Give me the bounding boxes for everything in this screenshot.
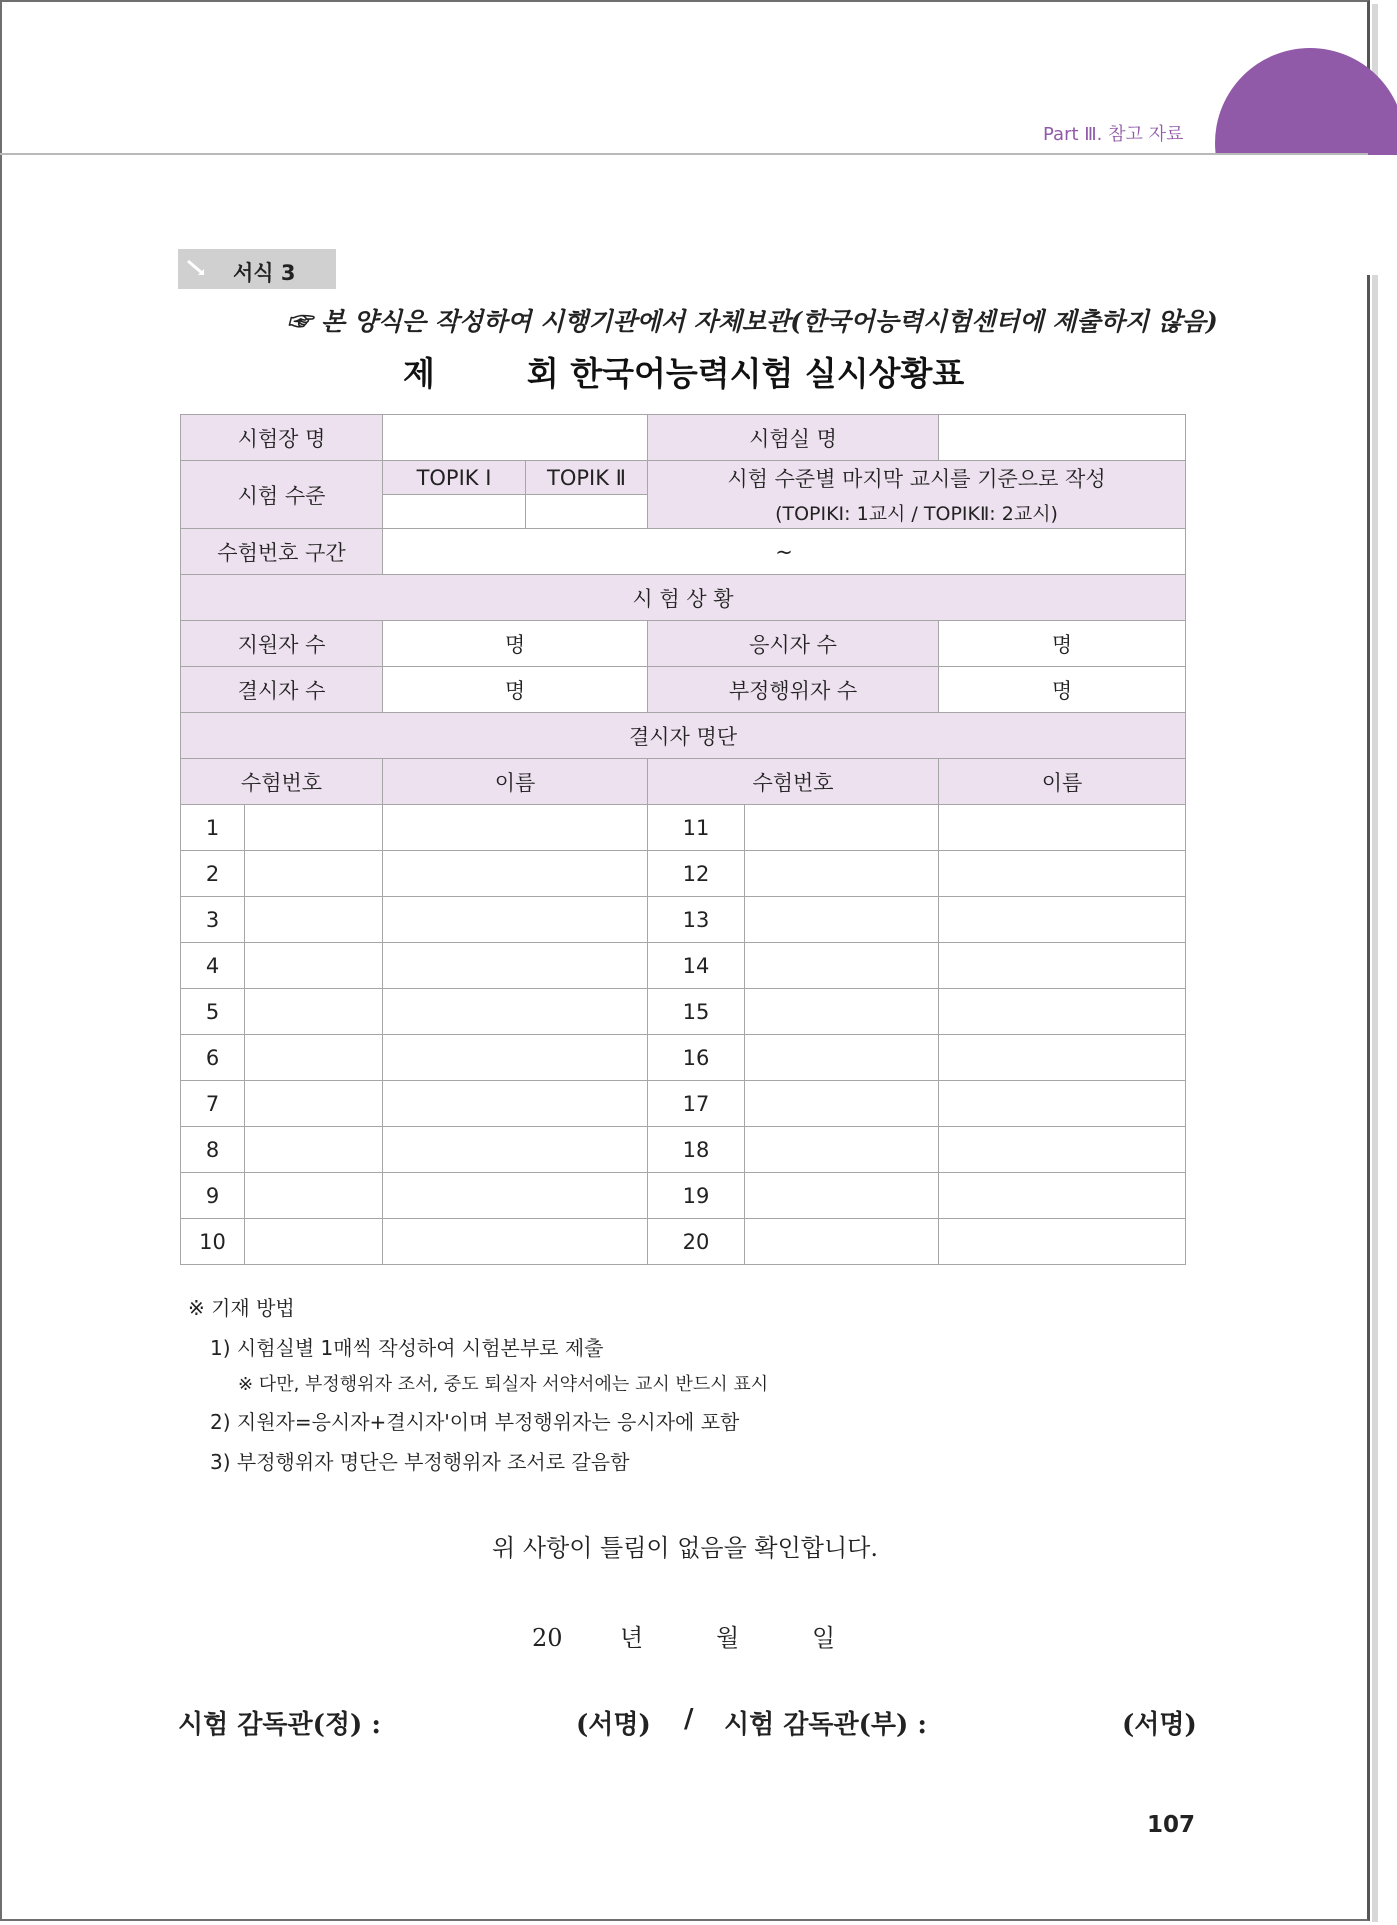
row-number-field-right[interactable] — [745, 851, 939, 897]
topik2-label: TOPIK Ⅱ — [526, 461, 648, 495]
row-number-field-left[interactable] — [245, 805, 383, 851]
table-row — [181, 1173, 1186, 1219]
row-number-right: 17 — [648, 1081, 745, 1127]
table-row — [181, 1219, 1186, 1265]
topik1-field[interactable] — [383, 495, 526, 529]
row-number-right: 20 — [648, 1219, 745, 1265]
row-number-right: 14 — [648, 943, 745, 989]
topik1-label: TOPIK Ⅰ — [383, 461, 526, 495]
note-item-1-sub: ※ 다만, 부정행위자 조서, 중도 퇴실자 서약서에는 교시 반드시 표시 — [238, 1374, 769, 1395]
corner-arrow-icon — [186, 257, 208, 279]
row-number-right: 16 — [648, 1035, 745, 1081]
row-number-field-right[interactable] — [745, 989, 939, 1035]
row-name-field-right[interactable] — [939, 1127, 1186, 1173]
table-row — [181, 805, 1186, 851]
note-item-1: 1) 시험실별 1매씩 작성하여 시험본부로 제출 — [210, 1336, 604, 1360]
row-number-field-left[interactable] — [245, 851, 383, 897]
cheaters-label: 부정행위자 수 — [648, 667, 939, 713]
row-name-field-right[interactable] — [939, 1035, 1186, 1081]
row-number-field-left[interactable] — [245, 1127, 383, 1173]
cheaters-field[interactable]: 명 — [939, 667, 1186, 713]
row-number-field-right[interactable] — [745, 1173, 939, 1219]
table-row — [181, 989, 1186, 1035]
row-number-left: 2 — [181, 851, 245, 897]
row-number-right: 12 — [648, 851, 745, 897]
absentees-label: 결시자 수 — [181, 667, 383, 713]
chief-supervisor-sign[interactable]: (서명) — [576, 1710, 651, 1740]
row-name-field-right[interactable] — [939, 1219, 1186, 1265]
row-number-field-left[interactable] — [245, 943, 383, 989]
row-number-left: 4 — [181, 943, 245, 989]
level-label: 시험 수준 — [181, 461, 383, 529]
row-number-field-right[interactable] — [745, 1219, 939, 1265]
row-number-left: 9 — [181, 1173, 245, 1219]
signature-separator: / — [684, 1704, 694, 1734]
date-day-unit: 일 — [812, 1624, 836, 1652]
row-number-field-left[interactable] — [245, 897, 383, 943]
row-number-field-right[interactable] — [745, 1035, 939, 1081]
row-number-field-right[interactable] — [745, 897, 939, 943]
row-name-field-right[interactable] — [939, 1173, 1186, 1219]
header-rule — [0, 153, 1368, 155]
row-number-field-left[interactable] — [245, 1081, 383, 1127]
applicants-label: 지원자 수 — [181, 621, 383, 667]
room-label: 시험실 명 — [648, 415, 939, 461]
col-number-left: 수험번호 — [181, 759, 383, 805]
form-tag-label: 서식 3 — [233, 261, 296, 285]
confirm-text: 위 사항이 틀림이 없음을 확인합니다. — [492, 1534, 878, 1562]
row-name-field-left[interactable] — [383, 1219, 648, 1265]
notice-text: ☞ 본 양식은 작성하여 시행기관에서 자체보관(한국어능력시험센터에 제출하지 않음) — [287, 307, 1218, 336]
table-row — [181, 851, 1186, 897]
venue-label: 시험장 명 — [181, 415, 383, 461]
row-name-field-left[interactable] — [383, 1035, 648, 1081]
absentee-list-header: 결시자 명단 — [181, 713, 1186, 759]
page-shadow — [1372, 4, 1378, 1922]
row-name-field-left[interactable] — [383, 989, 648, 1035]
title-prefix: 제 — [403, 354, 435, 393]
part-label: Part Ⅲ. 참고 자료 — [1043, 124, 1184, 145]
row-number-field-right[interactable] — [745, 1127, 939, 1173]
row-name-field-right[interactable] — [939, 805, 1186, 851]
level-note-line1: 시험 수준별 마지막 교시를 기준으로 작성 — [727, 467, 1106, 491]
row-number-left: 5 — [181, 989, 245, 1035]
corner-decoration-mask — [1200, 155, 1397, 275]
absentees-field[interactable]: 명 — [383, 667, 648, 713]
row-number-left: 6 — [181, 1035, 245, 1081]
deputy-supervisor-label: 시험 감독관(부) : — [724, 1710, 928, 1740]
row-number-field-left[interactable] — [245, 989, 383, 1035]
col-name-left: 이름 — [383, 759, 648, 805]
table-row — [181, 897, 1186, 943]
status-form-table — [180, 414, 1186, 1265]
notes — [188, 1288, 768, 1482]
col-number-right: 수험번호 — [648, 759, 939, 805]
row-number-field-left[interactable] — [245, 1173, 383, 1219]
row-number-field-right[interactable] — [745, 1081, 939, 1127]
status-header: 시 험 상 황 — [181, 575, 1186, 621]
room-field[interactable] — [939, 415, 1186, 461]
row-number-right: 18 — [648, 1127, 745, 1173]
row-number-field-left[interactable] — [245, 1219, 383, 1265]
notes-heading: ※ 기재 방법 — [188, 1296, 295, 1320]
range-field[interactable]: ~ — [383, 529, 1186, 575]
venue-field[interactable] — [383, 415, 648, 461]
note-item-2: 2) 지원자=응시자+결시자'이며 부정행위자는 응시자에 포함 — [210, 1410, 740, 1434]
row-number-right: 11 — [648, 805, 745, 851]
table-row — [181, 1035, 1186, 1081]
level-note-line2: (TOPIKⅠ: 1교시 / TOPIKⅡ: 2교시) — [775, 503, 1058, 525]
applicants-field[interactable]: 명 — [383, 621, 648, 667]
page-title — [403, 348, 964, 395]
row-number-left: 7 — [181, 1081, 245, 1127]
row-name-field-right[interactable] — [939, 943, 1186, 989]
date-line — [532, 1618, 835, 1653]
row-name-field-right[interactable] — [939, 851, 1186, 897]
row-name-field-right[interactable] — [939, 1081, 1186, 1127]
row-name-field-left[interactable] — [383, 1081, 648, 1127]
row-name-field-right[interactable] — [939, 897, 1186, 943]
page-number: 107 — [1147, 1812, 1196, 1838]
row-number-left: 8 — [181, 1127, 245, 1173]
col-name-right: 이름 — [939, 759, 1186, 805]
deputy-supervisor-sign[interactable]: (서명) — [1122, 1710, 1197, 1740]
topik2-field[interactable] — [526, 495, 648, 529]
row-name-field-left[interactable] — [383, 1127, 648, 1173]
takers-field[interactable]: 명 — [939, 621, 1186, 667]
row-number-right: 15 — [648, 989, 745, 1035]
row-number-left: 3 — [181, 897, 245, 943]
level-note — [648, 461, 1186, 529]
row-number-left: 1 — [181, 805, 245, 851]
row-name-field-right[interactable] — [939, 989, 1186, 1035]
row-name-field-left[interactable] — [383, 943, 648, 989]
chief-supervisor-label: 시험 감독관(정) : — [178, 1710, 382, 1740]
row-name-field-left[interactable] — [383, 897, 648, 943]
row-number-field-left[interactable] — [245, 1035, 383, 1081]
title-suffix: 회 한국어능력시험 실시상황표 — [526, 354, 965, 393]
range-label: 수험번호 구간 — [181, 529, 383, 575]
table-row — [181, 1081, 1186, 1127]
row-number-right: 19 — [648, 1173, 745, 1219]
row-number-left: 10 — [181, 1219, 245, 1265]
row-number-right: 13 — [648, 897, 745, 943]
row-name-field-left[interactable] — [383, 1173, 648, 1219]
row-name-field-left[interactable] — [383, 851, 648, 897]
row-number-field-right[interactable] — [745, 805, 939, 851]
row-name-field-left[interactable] — [383, 805, 648, 851]
absentee-rows — [181, 805, 1186, 1265]
date-month-unit: 월 — [716, 1624, 740, 1652]
table-row — [181, 1127, 1186, 1173]
form-tag — [178, 249, 336, 289]
table-row — [181, 943, 1186, 989]
note-item-3: 3) 부정행위자 명단은 부정행위자 조서로 갈음함 — [210, 1450, 630, 1474]
date-year-prefix: 20 — [532, 1624, 563, 1652]
takers-label: 응시자 수 — [648, 621, 939, 667]
date-year-unit: 년 — [620, 1624, 644, 1652]
row-number-field-right[interactable] — [745, 943, 939, 989]
